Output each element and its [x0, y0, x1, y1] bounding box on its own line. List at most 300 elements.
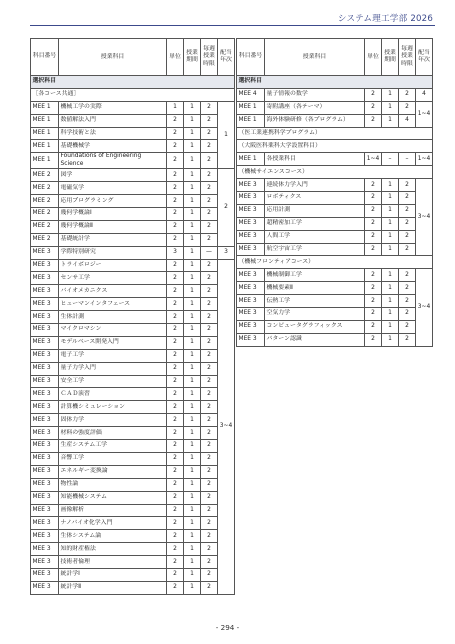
course-code: MEE 3 [31, 504, 59, 517]
course-weekly: 2 [201, 530, 218, 543]
course-code: MEE 3 [31, 427, 59, 440]
page-number: - 294 - [215, 623, 240, 632]
table-header-row [237, 39, 433, 76]
table-header-row [31, 39, 235, 76]
course-code: MEE 3 [31, 543, 59, 556]
course-periods: 1 [382, 204, 399, 217]
course-code: MEE 3 [237, 192, 265, 205]
course-name: 寄附講座（各テーマ） [265, 101, 365, 114]
course-year: 1~4 [416, 101, 433, 127]
course-row [31, 568, 235, 581]
course-name: 空気力学 [265, 308, 365, 321]
course-credits: 2 [365, 243, 382, 256]
course-code: MEE 3 [237, 243, 265, 256]
course-credits: 1 [167, 101, 184, 114]
course-code: MEE 3 [237, 217, 265, 230]
course-code: MEE 2 [31, 220, 59, 233]
course-code: MEE 3 [237, 230, 265, 243]
course-name: 伝熱工学 [265, 295, 365, 308]
group-row [237, 256, 433, 269]
course-name: 物性論 [59, 478, 167, 491]
course-name: 機械要素Ⅱ [265, 282, 365, 295]
course-name: 知能機械システム [59, 491, 167, 504]
course-name: コンピュータグラフィックス [265, 320, 365, 333]
course-code: MEE 3 [31, 375, 59, 388]
course-row [237, 320, 433, 333]
course-periods: 1 [184, 427, 201, 440]
course-credits: 2 [167, 517, 184, 530]
course-row [237, 282, 433, 295]
course-weekly: 2 [201, 233, 218, 246]
course-name: 知的財産権法 [59, 543, 167, 556]
course-name: エネルギー変換論 [59, 465, 167, 478]
course-code: MEE 3 [31, 246, 59, 259]
course-credits: 2 [365, 114, 382, 127]
course-row [31, 298, 235, 311]
course-name: ロボティクス [265, 192, 365, 205]
course-code: MEE 1 [31, 153, 59, 169]
col-weekly-header: 毎週授業時限 [201, 39, 218, 76]
course-periods: 1 [382, 308, 399, 321]
col-weekly-header: 毎週授業時限 [399, 39, 416, 76]
course-code: MEE 3 [31, 530, 59, 543]
col-credits-header: 単位 [365, 39, 382, 76]
course-year: 2 [218, 169, 235, 246]
course-credits: 2 [167, 530, 184, 543]
course-credits: 2 [167, 220, 184, 233]
course-year: 3~4 [416, 179, 433, 256]
course-weekly: 2 [399, 243, 416, 256]
course-weekly: 2 [399, 217, 416, 230]
course-row [31, 114, 235, 127]
section-row [237, 76, 433, 89]
course-code: MEE 3 [237, 204, 265, 217]
course-row [237, 230, 433, 243]
course-periods: 1 [184, 259, 201, 272]
course-credits: 2 [167, 259, 184, 272]
course-weekly: 2 [201, 208, 218, 221]
course-code: MEE 2 [31, 233, 59, 246]
course-weekly: 2 [399, 308, 416, 321]
course-periods: 1 [184, 452, 201, 465]
course-row [31, 427, 235, 440]
course-weekly: 2 [201, 452, 218, 465]
course-code: MEE 3 [237, 282, 265, 295]
course-row [31, 491, 235, 504]
course-periods: 1 [184, 504, 201, 517]
course-periods: 1 [184, 401, 201, 414]
course-row [31, 153, 235, 169]
course-name: 幾何学概論Ⅱ [59, 220, 167, 233]
course-code: MEE 3 [31, 478, 59, 491]
course-weekly: 2 [201, 504, 218, 517]
course-code: MEE 3 [31, 452, 59, 465]
col-name-header: 授業科目 [265, 39, 365, 76]
course-credits: 2 [167, 491, 184, 504]
course-weekly: 4 [399, 114, 416, 127]
course-code: MEE 3 [31, 517, 59, 530]
course-code: MEE 2 [31, 169, 59, 182]
course-year: 3~4 [218, 259, 235, 594]
section-label: 選択科目 [237, 76, 433, 89]
course-code: MEE 3 [31, 401, 59, 414]
col-year-header: 配当年次 [416, 39, 433, 76]
course-periods: 1 [382, 192, 399, 205]
group-label: （機械フロンティアコース） [237, 256, 433, 269]
course-code: MEE 2 [31, 182, 59, 195]
course-table-right [236, 38, 433, 347]
group-label: （機械サイエンスコース） [237, 166, 433, 179]
course-row [31, 208, 235, 221]
course-row [237, 243, 433, 256]
course-periods: 1 [184, 336, 201, 349]
course-code: MEE 3 [31, 568, 59, 581]
course-periods: 1 [184, 375, 201, 388]
course-row [31, 478, 235, 491]
course-weekly: 2 [201, 195, 218, 208]
course-row [31, 195, 235, 208]
course-year: 3 [218, 246, 235, 259]
course-weekly: 2 [201, 272, 218, 285]
course-periods: 1 [382, 295, 399, 308]
course-periods: 1 [382, 243, 399, 256]
course-row [237, 114, 433, 127]
course-row [237, 192, 433, 205]
course-weekly: 2 [201, 568, 218, 581]
course-periods: 1 [184, 169, 201, 182]
course-weekly: 2 [201, 182, 218, 195]
course-weekly: 2 [399, 269, 416, 282]
course-row [237, 101, 433, 114]
course-weekly: 2 [201, 465, 218, 478]
course-credits: 3 [167, 246, 184, 259]
course-weekly: 2 [399, 204, 416, 217]
course-name: 電子工学 [59, 349, 167, 362]
course-name: 応用プログラミング [59, 195, 167, 208]
course-name: 統計学Ⅱ [59, 581, 167, 594]
course-code: MEE 1 [31, 101, 59, 114]
course-weekly: 2 [201, 543, 218, 556]
group-label: （医工業連携科学プログラム） [237, 127, 433, 140]
course-code: MEE 3 [31, 362, 59, 375]
course-code: MEE 3 [31, 388, 59, 401]
course-row [237, 88, 433, 101]
col-code-header: 科目番号 [237, 39, 265, 76]
course-periods: 1 [184, 362, 201, 375]
course-row [31, 182, 235, 195]
course-weekly: 2 [201, 285, 218, 298]
course-periods: 1 [382, 269, 399, 282]
course-periods: 1 [184, 285, 201, 298]
header-title: システム理工学部 2026 [337, 14, 433, 24]
course-periods: 1 [184, 246, 201, 259]
course-credits: 2 [167, 427, 184, 440]
course-name: Foundations of Engineering Science [59, 153, 167, 169]
course-periods: 1 [184, 153, 201, 169]
course-row [31, 311, 235, 324]
course-name: 海外体験研修（各プログラム） [265, 114, 365, 127]
course-credits: 2 [365, 217, 382, 230]
course-credits: 2 [167, 362, 184, 375]
col-year-header: 配当年次 [218, 39, 235, 76]
course-code: MEE 1 [31, 114, 59, 127]
course-periods: 1 [382, 114, 399, 127]
course-periods: 1 [382, 88, 399, 101]
course-code: MEE 3 [31, 272, 59, 285]
course-weekly: 2 [201, 414, 218, 427]
course-code: MEE 3 [237, 333, 265, 346]
course-credits: 2 [167, 349, 184, 362]
course-weekly: 2 [201, 127, 218, 140]
course-weekly: 2 [201, 169, 218, 182]
course-row [31, 127, 235, 140]
course-credits: 2 [167, 375, 184, 388]
course-row [31, 272, 235, 285]
course-credits: 2 [365, 320, 382, 333]
course-credits: 2 [365, 295, 382, 308]
course-year: 3~4 [416, 269, 433, 346]
course-name: 材料の強度評価 [59, 427, 167, 440]
course-name: 量子力学入門 [59, 362, 167, 375]
course-credits: 2 [167, 543, 184, 556]
course-row [237, 153, 433, 166]
course-name: センサ工学 [59, 272, 167, 285]
course-row [31, 452, 235, 465]
course-row [31, 440, 235, 453]
course-name: 音響工学 [59, 452, 167, 465]
section-row [31, 76, 235, 89]
course-name: 数値解法入門 [59, 114, 167, 127]
course-periods: 1 [382, 333, 399, 346]
course-row [31, 504, 235, 517]
course-code: MEE 3 [31, 491, 59, 504]
course-periods: 1 [184, 140, 201, 153]
course-periods: 1 [382, 230, 399, 243]
course-weekly: 2 [201, 114, 218, 127]
course-weekly: 2 [201, 153, 218, 169]
course-weekly: 2 [201, 375, 218, 388]
course-row [31, 140, 235, 153]
course-row [31, 349, 235, 362]
course-code: MEE 3 [31, 324, 59, 337]
course-row [237, 333, 433, 346]
course-weekly: 2 [201, 140, 218, 153]
course-periods: 1 [184, 568, 201, 581]
course-code: MEE 1 [31, 140, 59, 153]
course-periods: 1 [184, 440, 201, 453]
course-code: MEE 3 [31, 311, 59, 324]
course-periods: 1 [184, 311, 201, 324]
course-credits: 1~4 [365, 153, 382, 166]
course-code: MEE 3 [237, 308, 265, 321]
header-rule [30, 25, 435, 26]
course-row [31, 336, 235, 349]
course-periods: 1 [382, 282, 399, 295]
course-credits: 2 [167, 311, 184, 324]
course-periods: 1 [184, 324, 201, 337]
course-periods: 1 [382, 101, 399, 114]
course-periods: 1 [184, 530, 201, 543]
course-name: 各授業科目 [265, 153, 365, 166]
course-row [31, 543, 235, 556]
course-name: 図学 [59, 169, 167, 182]
course-credits: 2 [167, 153, 184, 169]
course-credits: 2 [365, 230, 382, 243]
course-name: ヒューマンインタフェース [59, 298, 167, 311]
course-weekly: 2 [201, 101, 218, 114]
course-weekly: 2 [201, 220, 218, 233]
course-row [31, 414, 235, 427]
course-row [31, 285, 235, 298]
course-name: トライボロジー [59, 259, 167, 272]
course-row [237, 295, 433, 308]
course-name: 生体計測 [59, 311, 167, 324]
course-code: MEE 3 [31, 298, 59, 311]
course-credits: 2 [365, 308, 382, 321]
course-row [31, 220, 235, 233]
course-code: MEE 3 [31, 349, 59, 362]
course-periods: 1 [184, 233, 201, 246]
course-credits: 2 [365, 204, 382, 217]
course-row [31, 581, 235, 594]
course-code: MEE 1 [31, 127, 59, 140]
course-row [31, 530, 235, 543]
course-weekly: 2 [201, 517, 218, 530]
course-weekly: 2 [201, 362, 218, 375]
group-label: （大阪医科薬科大学設置科目） [237, 140, 433, 153]
course-name: ＣＡＤ演習 [59, 388, 167, 401]
course-weekly: 2 [201, 324, 218, 337]
course-name: マイクロマシン [59, 324, 167, 337]
course-name: 生産システム工学 [59, 440, 167, 453]
course-weekly: 2 [201, 401, 218, 414]
group-row [237, 127, 433, 140]
course-weekly: 2 [201, 556, 218, 569]
course-code: MEE 1 [237, 153, 265, 166]
course-name: 固体力学 [59, 414, 167, 427]
course-periods: 1 [382, 320, 399, 333]
course-credits: 2 [167, 114, 184, 127]
course-credits: 2 [167, 169, 184, 182]
course-weekly: 2 [201, 478, 218, 491]
course-periods: 1 [184, 220, 201, 233]
course-credits: 2 [167, 440, 184, 453]
col-name-header: 授業科目 [59, 39, 167, 76]
course-code: MEE 3 [31, 440, 59, 453]
course-name: 人間工学 [265, 230, 365, 243]
course-weekly: 2 [201, 427, 218, 440]
course-weekly: 2 [201, 298, 218, 311]
course-periods: 1 [184, 272, 201, 285]
course-periods: 1 [184, 208, 201, 221]
course-credits: 2 [365, 101, 382, 114]
col-credits-header: 単位 [167, 39, 184, 76]
course-row [31, 388, 235, 401]
course-credits: 2 [167, 208, 184, 221]
course-row [31, 246, 235, 259]
course-credits: 2 [365, 88, 382, 101]
course-periods: 1 [184, 414, 201, 427]
course-table-left [30, 38, 235, 595]
course-periods: 1 [382, 179, 399, 192]
course-code: MEE 3 [237, 179, 265, 192]
group-row [237, 140, 433, 153]
course-name: 幾何学概論Ⅰ [59, 208, 167, 221]
course-periods: 1 [184, 556, 201, 569]
course-credits: 2 [167, 388, 184, 401]
course-row [31, 259, 235, 272]
course-periods: 1 [382, 217, 399, 230]
course-credits: 2 [365, 179, 382, 192]
course-code: MEE 3 [237, 320, 265, 333]
course-periods: 1 [184, 349, 201, 362]
course-periods: 1 [184, 543, 201, 556]
course-code: MEE 3 [237, 269, 265, 282]
course-code: MEE 3 [31, 581, 59, 594]
course-name: 超精密加工学 [265, 217, 365, 230]
course-credits: 2 [167, 195, 184, 208]
course-row [31, 362, 235, 375]
group-row [237, 166, 433, 179]
course-name: 画像解析 [59, 504, 167, 517]
course-credits: 2 [167, 401, 184, 414]
course-periods: 1 [184, 478, 201, 491]
course-weekly: 2 [201, 336, 218, 349]
course-year: 1~4 [416, 153, 433, 166]
course-weekly: 2 [399, 179, 416, 192]
course-code: MEE 2 [31, 195, 59, 208]
course-credits: 2 [167, 465, 184, 478]
course-credits: 2 [167, 233, 184, 246]
course-credits: 2 [365, 333, 382, 346]
course-row [31, 517, 235, 530]
course-code: MEE 3 [31, 336, 59, 349]
course-row [31, 233, 235, 246]
course-code: MEE 3 [31, 414, 59, 427]
course-weekly: 2 [201, 349, 218, 362]
course-name: 機械制御工学 [265, 269, 365, 282]
course-row [31, 101, 235, 114]
course-credits: 2 [167, 336, 184, 349]
course-periods: 1 [184, 388, 201, 401]
course-periods: 1 [184, 581, 201, 594]
course-name: 機械工学の実際 [59, 101, 167, 114]
course-row [237, 308, 433, 321]
course-credits: 2 [365, 269, 382, 282]
col-periods-header: 授業期間 [382, 39, 399, 76]
course-name: 連続体力学入門 [265, 179, 365, 192]
course-weekly: 2 [399, 101, 416, 114]
course-credits: 2 [167, 556, 184, 569]
course-credits: 2 [167, 272, 184, 285]
course-code: MEE 1 [237, 114, 265, 127]
course-periods: 1 [184, 298, 201, 311]
course-name: 基礎統計学 [59, 233, 167, 246]
course-weekly: 2 [201, 440, 218, 453]
course-weekly: 2 [399, 282, 416, 295]
course-code: MEE 3 [31, 285, 59, 298]
course-name: 応用計測 [265, 204, 365, 217]
course-credits: 2 [167, 298, 184, 311]
course-name: 安全工学 [59, 375, 167, 388]
course-row [237, 179, 433, 192]
course-periods: 1 [184, 517, 201, 530]
course-row [31, 556, 235, 569]
course-weekly: 2 [399, 192, 416, 205]
course-credits: 2 [167, 182, 184, 195]
course-periods: 1 [184, 195, 201, 208]
course-code: MEE 2 [31, 208, 59, 221]
